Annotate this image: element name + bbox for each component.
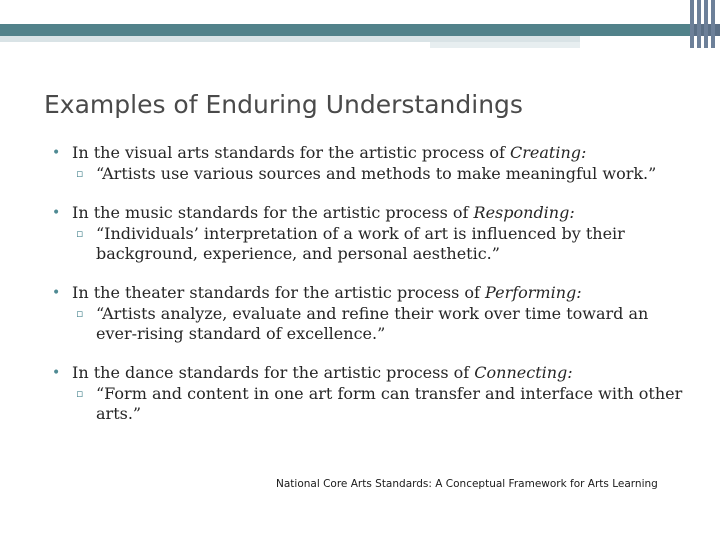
bullet-group-dance [52, 362, 692, 424]
bullet-lead: In the theater standards for the artistic process of [72, 283, 486, 302]
quote-text: “Individuals’ interpretation of a work of art is influenced by their background, experience, and personal aesthetic.” [96, 224, 625, 263]
bullet-dot-icon: • [52, 145, 61, 161]
top-band [0, 0, 720, 24]
bullet-group-theater [52, 282, 692, 344]
corner-stripes [690, 0, 720, 48]
bullet-group-music [52, 202, 692, 264]
header-light-bar-secondary [430, 42, 580, 48]
square-bullet-icon: ▫ [76, 387, 84, 400]
quote-text: “Artists use various sources and methods to make meaningful work.” [96, 164, 657, 183]
bullet-item [52, 282, 692, 304]
slide-content [52, 142, 692, 442]
bullet-item [52, 362, 692, 384]
bullet-lead: In the visual arts standards for the artistic process of [72, 143, 510, 162]
bullet-dot-icon: • [52, 285, 61, 301]
quote-text: “Form and content in one art form can transfer and interface with other arts.” [96, 384, 683, 423]
process-name: Performing: [485, 283, 582, 302]
sub-item [52, 304, 692, 344]
bullet-item [52, 202, 692, 224]
quote-text: “Artists analyze, evaluate and refine their work over time toward an ever-rising standard of excellence.” [96, 304, 649, 343]
square-bullet-icon: ▫ [76, 307, 84, 320]
sub-item [52, 164, 692, 184]
bullet-dot-icon: • [52, 205, 61, 221]
bullet-lead: In the music standards for the artistic process of [72, 203, 474, 222]
bullet-item [52, 142, 692, 164]
bullet-lead: In the dance standards for the artistic process of [72, 363, 475, 382]
process-name: Creating: [510, 143, 587, 162]
square-bullet-icon: ▫ [76, 227, 84, 240]
source-citation: National Core Arts Standards: A Conceptual Framework for Arts Learning [276, 478, 658, 490]
sub-item [52, 384, 692, 424]
process-name: Connecting: [474, 363, 573, 382]
header-accent-bar [0, 24, 720, 36]
sub-item [52, 224, 692, 264]
bullet-dot-icon: • [52, 365, 61, 381]
process-name: Responding: [473, 203, 575, 222]
bullet-group-visual-arts [52, 142, 692, 184]
square-bullet-icon: ▫ [76, 167, 84, 180]
slide-title: Examples of Enduring Understandings [44, 90, 523, 119]
